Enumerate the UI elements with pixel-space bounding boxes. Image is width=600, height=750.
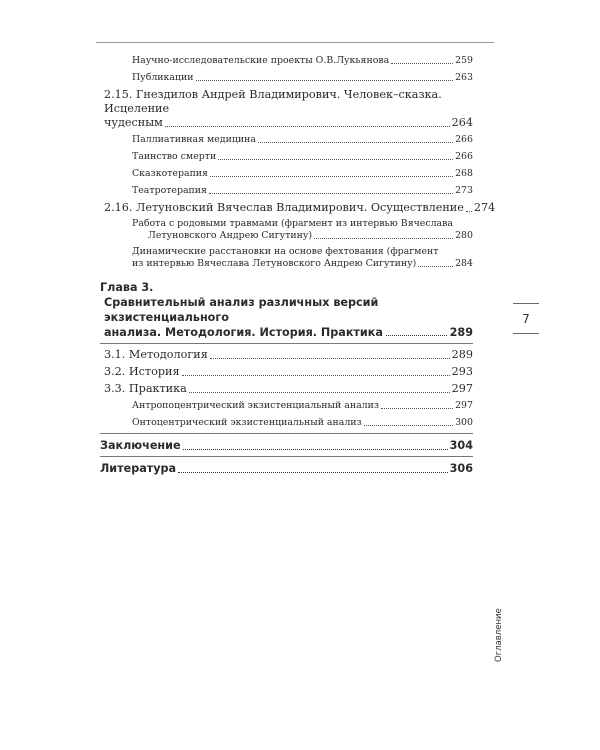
toc-entry-label: Таинство смерти (132, 151, 217, 162)
toc-entry-label: Театротерапия (132, 185, 207, 196)
leader-dots (314, 238, 453, 239)
leader-dots (189, 392, 450, 393)
conclusion-page: 304 (449, 439, 473, 452)
toc-entry-label: Антропоцентрический экзистенциальный анализ (132, 400, 379, 411)
leader-dots (210, 176, 453, 177)
toc-entry[interactable] (100, 150, 473, 163)
toc-entry-label: Научно-исследовательские проекты О.В.Лукьянова (132, 55, 390, 66)
leader-dots (209, 193, 453, 194)
toc-entry-page: 266 (455, 134, 473, 145)
leader-dots (182, 375, 450, 376)
toc-section-2-16[interactable] (100, 201, 496, 215)
section-title: 3.1. Методология (104, 348, 208, 361)
leader-dots (391, 63, 453, 64)
toc-section[interactable] (100, 348, 473, 362)
toc-entry-label-line1: Динамические расстановки на основе фехтования (фрагмент (132, 246, 439, 257)
section-rule (100, 433, 473, 434)
page-number-rule-top (513, 303, 539, 304)
toc-entry[interactable] (100, 71, 473, 84)
toc-entry[interactable] (100, 54, 473, 67)
section-rule (100, 456, 473, 457)
toc-chapter-3[interactable] (100, 280, 473, 340)
toc-entry-label-line1: Работа с родовыми травмами (фрагмент из интервью Вячеслава (132, 218, 454, 229)
toc-entry[interactable] (100, 218, 473, 242)
toc-entry-label-line2: из интервью Вячеслава Летуновского Андрею Сигутину) (132, 258, 417, 269)
page-number: 7 (522, 312, 530, 326)
toc-entry-label: Публикации (132, 72, 194, 83)
section-page: 264 (451, 116, 473, 129)
toc-entry-page: 284 (455, 258, 473, 269)
toc-literature[interactable] (100, 461, 473, 476)
toc-entry[interactable] (100, 246, 473, 270)
toc-entry-label: Паллиативная медицина (132, 134, 256, 145)
leader-dots (196, 80, 454, 81)
leader-dots (178, 472, 448, 473)
leader-dots (210, 358, 450, 359)
toc-entry-page: 263 (455, 72, 473, 83)
section-page: 289 (451, 348, 473, 361)
leader-dots (466, 211, 472, 212)
section-page: 274 (473, 201, 496, 214)
top-rule (96, 42, 494, 43)
toc-entry-page: 259 (455, 55, 473, 66)
chapter-rule (100, 343, 473, 344)
section-page: 297 (451, 382, 473, 395)
toc-entry-page: 300 (455, 417, 473, 428)
section-title: 2.16. Летуновский Вячеслав Владимирович. Осуществление (104, 201, 464, 214)
chapter-title-line1: Сравнительный анализ различных версий экзистенциального (104, 296, 379, 324)
toc-entry[interactable] (100, 399, 473, 412)
leader-dots (364, 425, 453, 426)
literature-page: 306 (449, 462, 473, 475)
chapter-title-line2: анализа. Методология. История. Практика (104, 326, 383, 339)
toc-entry-page: 297 (455, 400, 473, 411)
toc-entry-page: 273 (455, 185, 473, 196)
leader-dots (183, 449, 448, 450)
toc-entry-label-line2: Летуновского Андрею Сигутину) (148, 230, 313, 241)
section-title: 3.2. История (104, 365, 180, 378)
section-title-line2: чудесным (104, 116, 163, 129)
toc-entry[interactable] (100, 167, 473, 180)
conclusion-label: Заключение (100, 439, 181, 452)
toc-entry[interactable] (100, 133, 473, 146)
chapter-number: Глава 3. (100, 281, 154, 294)
toc-entry-page: 268 (455, 168, 473, 179)
section-page: 293 (451, 365, 473, 378)
toc-entry-label: Онтоцентрический экзистенциальный анализ (132, 417, 362, 428)
toc-section[interactable] (100, 365, 473, 379)
toc-section-2-15[interactable] (100, 88, 473, 130)
page-number-rule-bottom (513, 333, 539, 334)
toc-entry[interactable] (100, 416, 473, 429)
leader-dots (418, 266, 453, 267)
toc-entry[interactable] (100, 184, 473, 197)
leader-dots (381, 408, 453, 409)
toc-entry-page: 280 (455, 230, 473, 241)
leader-dots (218, 159, 453, 160)
leader-dots (386, 335, 447, 336)
section-title-line1: 2.15. Гнездилов Андрей Владимирович. Человек–сказка. Исцеление (104, 88, 442, 115)
literature-label: Литература (100, 462, 177, 475)
leader-dots (258, 142, 453, 143)
chapter-page: 289 (449, 326, 473, 339)
table-of-contents (100, 54, 496, 478)
leader-dots (165, 126, 450, 127)
toc-entry-page: 266 (455, 151, 473, 162)
running-header: Оглавление (494, 608, 504, 662)
toc-conclusion[interactable] (100, 438, 473, 453)
toc-section[interactable] (100, 382, 473, 396)
toc-entry-label: Сказкотерапия (132, 168, 208, 179)
section-title: 3.3. Практика (104, 382, 187, 395)
